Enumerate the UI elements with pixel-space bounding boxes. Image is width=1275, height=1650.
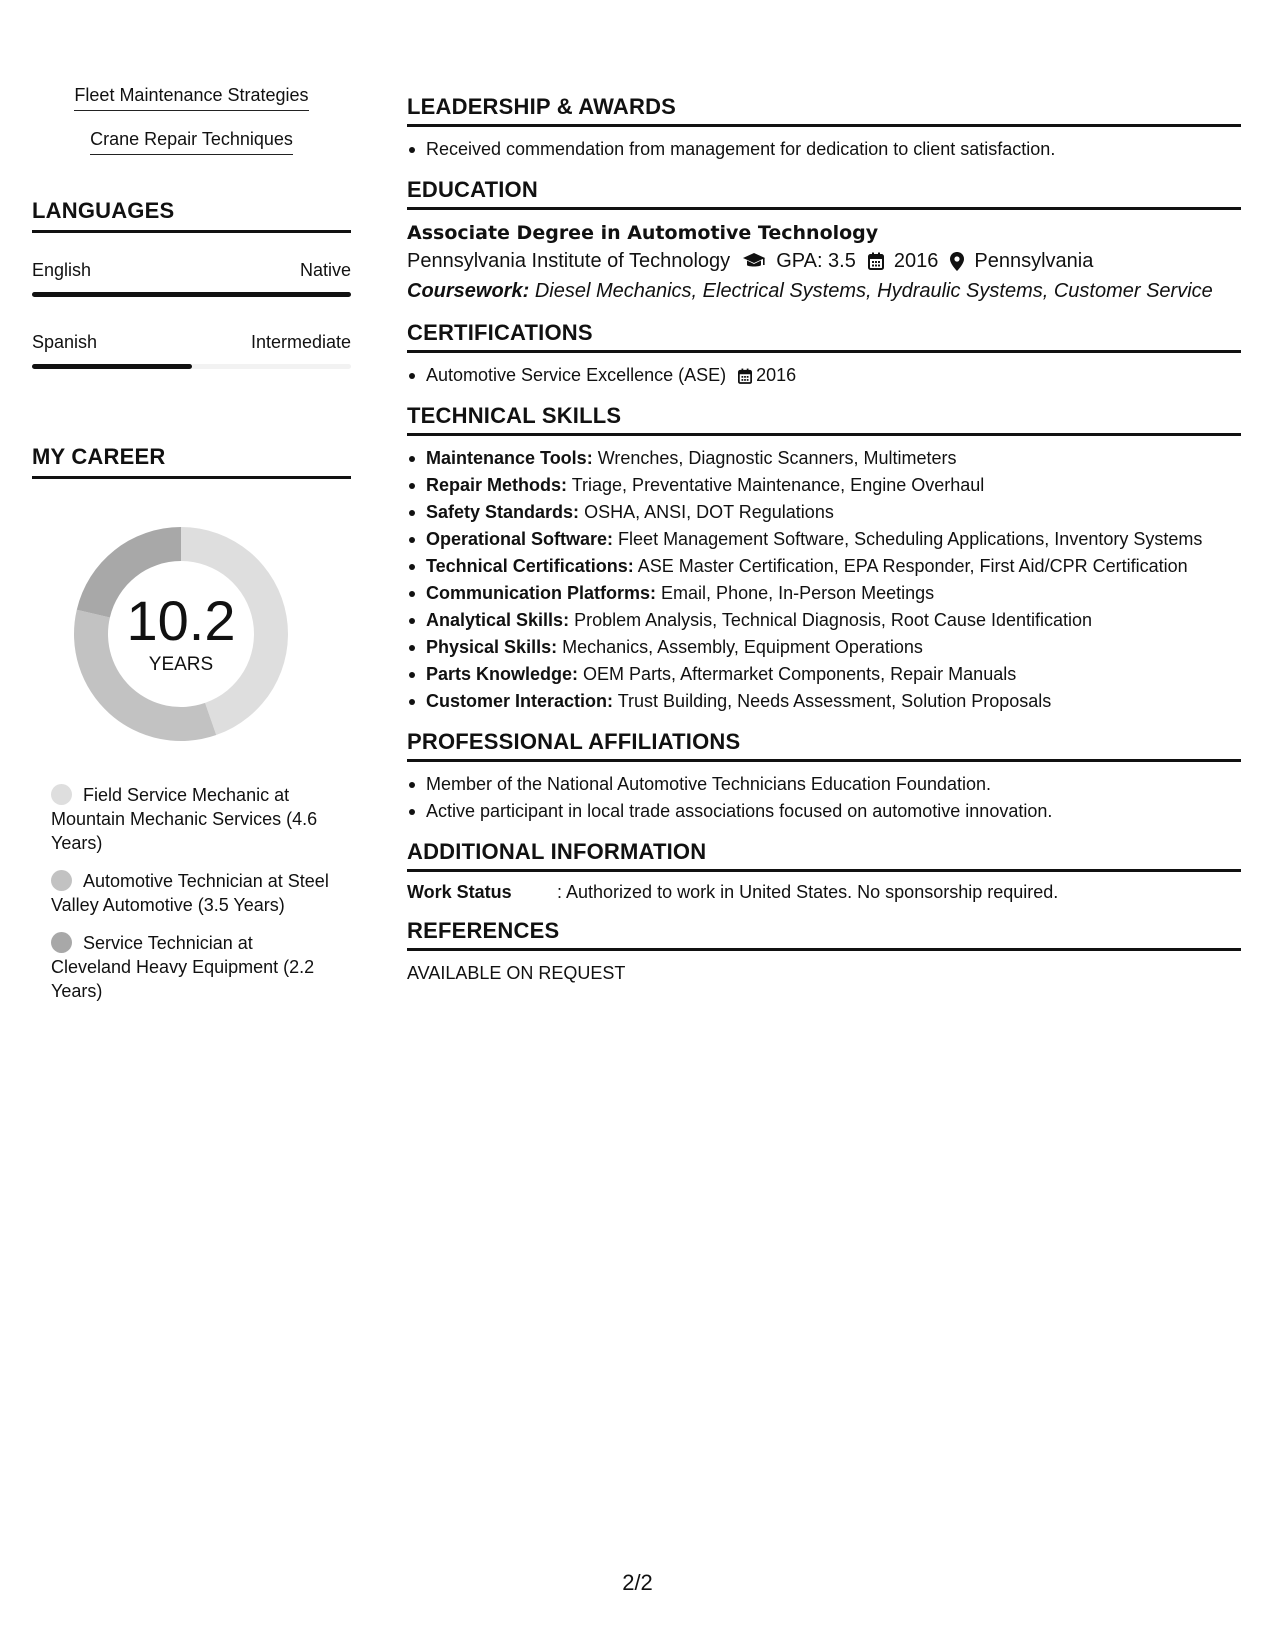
skill-label: Customer Interaction: (426, 691, 614, 711)
skill-value: ASE Master Certification, EPA Responder, First Aid/CPR Certification (637, 556, 1188, 576)
graduation-cap-icon (742, 252, 766, 270)
calendar-icon (868, 252, 884, 270)
language-name: English (32, 260, 92, 280)
skill-item (407, 445, 1241, 472)
career-section (32, 444, 351, 1003)
leadership-item: Received commendation from management for dedication to client satisfaction. (407, 136, 1241, 163)
leadership-section (407, 94, 1241, 163)
career-label: Service Technician at Cleveland Heavy Equipment (2.2 Years) (51, 933, 315, 1001)
language-bar-fill (32, 364, 192, 369)
skill-label: Operational Software: (426, 529, 614, 549)
leadership-heading: LEADERSHIP & AWARDS (407, 94, 1241, 127)
skill-item (407, 688, 1241, 715)
skill-label: Physical Skills: (426, 637, 558, 657)
skills-list (407, 445, 1241, 715)
skill-label: Maintenance Tools: (426, 448, 593, 468)
skill-label: Analytical Skills: (426, 610, 570, 630)
skill-label: Repair Methods: (426, 475, 568, 495)
career-label: Automotive Technician at Steel Valley Automotive (3.5 Years) (51, 871, 329, 915)
skill-item (407, 526, 1241, 553)
course-links (32, 84, 351, 172)
skills-section (407, 403, 1241, 715)
language-row (32, 331, 351, 369)
skill-value: Trust Building, Needs Assessment, Solution Proposals (617, 691, 1052, 711)
coursework-list: Diesel Mechanics, Electrical Systems, Hydraulic Systems, Customer Service (534, 280, 1213, 302)
skill-value: Fleet Management Software, Scheduling Applications, Inventory Systems (618, 529, 1203, 549)
skill-label: Technical Certifications: (426, 556, 634, 576)
course-link[interactable]: Fleet Maintenance Strategies (74, 84, 308, 111)
calendar-icon (738, 368, 752, 384)
skill-item (407, 661, 1241, 688)
education-location: Pennsylvania (974, 250, 1094, 272)
school-name: Pennsylvania Institute of Technology (407, 250, 731, 272)
sidebar (32, 84, 351, 1017)
career-legend-item (51, 931, 332, 1003)
certification-year: 2016 (756, 365, 797, 385)
education-section (407, 177, 1241, 306)
affiliations-section (407, 729, 1241, 825)
page-number: 2/2 (622, 1570, 653, 1595)
skill-item (407, 634, 1241, 661)
legend-dot-icon (51, 784, 72, 805)
skills-heading: TECHNICAL SKILLS (407, 403, 1241, 436)
certification-item (407, 362, 1241, 389)
career-unit: YEARS (148, 654, 214, 675)
language-level: Intermediate (250, 332, 351, 352)
legend-dot-icon (51, 932, 72, 953)
language-bar (32, 364, 351, 369)
certifications-heading: CERTIFICATIONS (407, 320, 1241, 353)
coursework (407, 276, 1241, 306)
career-legend-item (51, 869, 332, 917)
language-row (32, 259, 351, 297)
career-legend-item (51, 783, 332, 855)
course-link[interactable]: Crane Repair Techniques (90, 128, 293, 155)
skill-value: Wrenches, Diagnostic Scanners, Multimeters (597, 448, 957, 468)
language-bar (32, 292, 351, 297)
references-text: AVAILABLE ON REQUEST (407, 963, 626, 983)
career-legend (32, 783, 332, 1003)
career-donut-chart (66, 519, 296, 749)
main-content (407, 94, 1241, 999)
language-level: Native (299, 260, 351, 280)
work-status-value: : Authorized to work in United States. No sponsorship required. (557, 882, 1059, 902)
languages-heading: LANGUAGES (32, 198, 351, 233)
skill-label: Communication Platforms: (426, 583, 657, 603)
skill-item (407, 499, 1241, 526)
work-status-key: Work Status (407, 882, 512, 902)
references-heading: REFERENCES (407, 918, 1241, 951)
skill-item (407, 580, 1241, 607)
education-heading: EDUCATION (407, 177, 1241, 210)
certifications-section (407, 320, 1241, 389)
affiliation-item: Member of the National Automotive Technicians Education Foundation. (407, 771, 1241, 798)
skill-value: Mechanics, Assembly, Equipment Operations (562, 637, 923, 657)
language-bar-fill (32, 292, 351, 297)
education-meta (407, 246, 1241, 276)
graduation-year: 2016 (893, 250, 939, 272)
affiliation-item: Active participant in local trade associations focused on automotive innovation. (407, 798, 1241, 825)
skill-value: Problem Analysis, Technical Diagnosis, Root Cause Identification (574, 610, 1093, 630)
skill-item (407, 472, 1241, 499)
career-total: 10.2 (126, 589, 236, 652)
skill-label: Parts Knowledge: (426, 664, 579, 684)
additional-heading: ADDITIONAL INFORMATION (407, 839, 1241, 872)
skill-value: OSHA, ANSI, DOT Regulations (584, 502, 834, 522)
degree-title: Associate Degree in Automotive Technology (407, 222, 879, 244)
work-status-row (407, 880, 1241, 904)
skill-item (407, 553, 1241, 580)
gpa: GPA: 3.5 (776, 250, 856, 272)
references-section (407, 918, 1241, 985)
languages-section (32, 198, 351, 369)
location-pin-icon (950, 252, 964, 271)
coursework-label: Coursework: (407, 280, 530, 302)
skill-value: OEM Parts, Aftermarket Components, Repair Manuals (583, 664, 1017, 684)
skill-item (407, 607, 1241, 634)
skill-value: Triage, Preventative Maintenance, Engine Overhaul (571, 475, 985, 495)
legend-dot-icon (51, 870, 72, 891)
additional-section (407, 839, 1241, 904)
career-label: Field Service Mechanic at Mountain Mechanic Services (4.6 Years) (51, 785, 318, 853)
certification-name: Automotive Service Excellence (ASE) (426, 365, 727, 385)
language-name: Spanish (32, 332, 98, 352)
career-heading: MY CAREER (32, 444, 351, 479)
affiliations-heading: PROFESSIONAL AFFILIATIONS (407, 729, 1241, 762)
skill-label: Safety Standards: (426, 502, 580, 522)
skill-value: Email, Phone, In-Person Meetings (661, 583, 935, 603)
